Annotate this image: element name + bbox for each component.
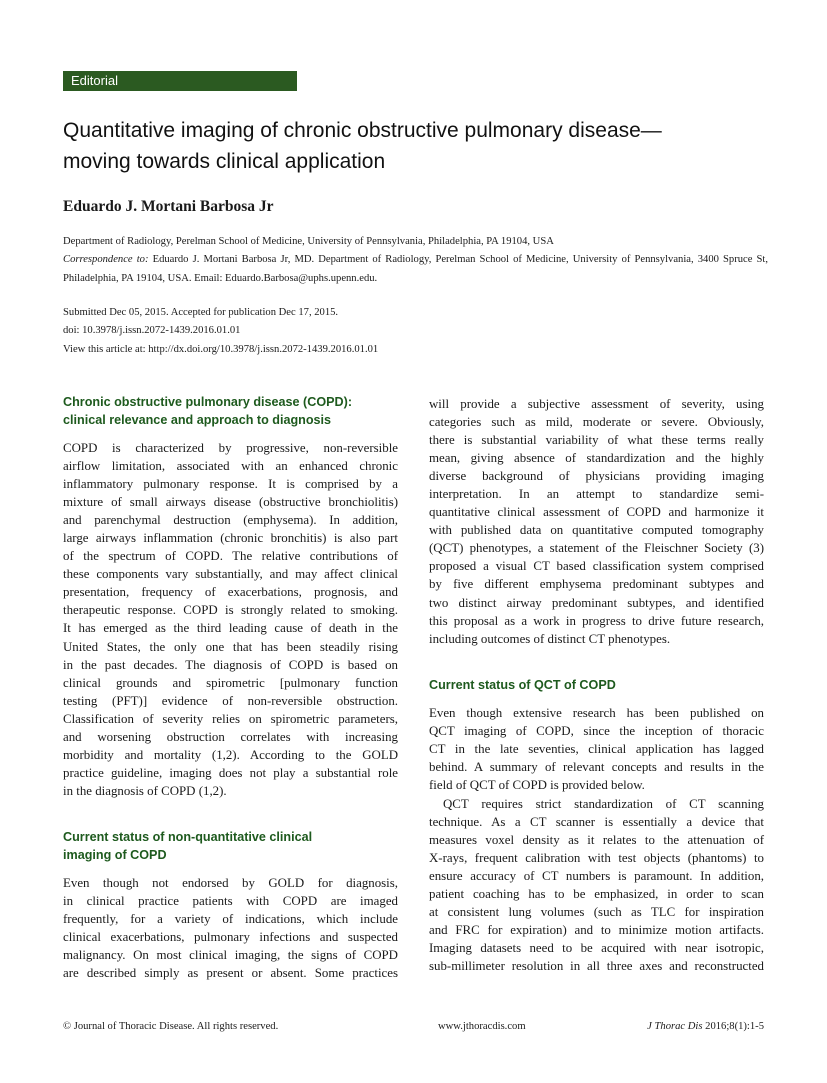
text-line: this proposal as a work in progress to drive future research, — [429, 613, 764, 628]
doi: doi: 10.3978/j.issn.2072-1439.2016.01.01 — [63, 325, 241, 337]
text-line: by five different emphysema predominant subtypes and — [429, 577, 764, 592]
text-line: technique. As a CT scanner is essentially a device that — [429, 814, 764, 829]
left-column — [63, 393, 398, 982]
text-line: are described simply as present or absent. Some practices — [63, 966, 398, 981]
author: Eduardo J. Mortani Barbosa Jr — [63, 198, 274, 215]
heading-line: Current status of QCT of COPD — [429, 677, 616, 692]
text-line: therapeutic response. COPD is strongly related to smoking. — [63, 603, 398, 618]
article-link[interactable]: View this article at: http://dx.doi.org/10.3978/j.issn.2072-1439.2016.01.01 — [63, 343, 379, 355]
correspondence-text: Eduardo J. Mortani Barbosa Jr, MD. Department of Radiology, Perelman School of Medicine, University of Pennsylvania, 3400 Spruce St, Philadelphia, PA 19104, USA. Email: Eduardo.Barbosa@uphs.upenn.edu. — [63, 254, 768, 284]
article-meta — [63, 304, 768, 359]
text-line: including outcomes of distinct CT phenotypes. — [429, 631, 671, 646]
section-heading — [63, 828, 398, 864]
text-line: X-rays, frequent calibration with test objects (phantoms) to — [429, 851, 764, 866]
text-line: quantitative clinical assessment of COPD and harmonize it — [429, 505, 764, 520]
heading-line: imaging of COPD — [63, 847, 167, 862]
text-line: inflammatory pulmonary response. It is comprised by a — [63, 477, 398, 492]
paragraph — [429, 395, 764, 648]
text-line: diverse background of physicians providing imaging — [429, 469, 764, 484]
footer-citation — [647, 1021, 764, 1032]
text-line: two distinct airway predominant subtypes, and identified — [429, 595, 764, 610]
title-line: Quantitative imaging of chronic obstructive pulmonary disease— — [63, 119, 662, 142]
paragraph — [429, 795, 764, 975]
text-line: categories such as mild, moderate or severe. Obviously, — [429, 415, 764, 430]
affiliation-block — [63, 233, 768, 288]
text-line: there is substantial variability of what these terms really — [429, 433, 764, 448]
text-line: patient coaching has to be emphasized, in order to scan — [429, 887, 764, 902]
text-line: presentation, frequency of exacerbations, prognosis, and — [63, 585, 398, 600]
text-line: sub-millimeter resolution in all three axes and reconstructed — [429, 959, 764, 974]
text-line: mixture of small airways disease (obstructive bronchiolitis) — [63, 495, 398, 510]
text-line: large airways inflammation (chronic bronchitis) is also part — [63, 531, 398, 546]
text-line: and worsening obstruction correlates with increasing — [63, 729, 398, 744]
text-line: behind. A summary of relevant concepts and results in the — [429, 759, 764, 774]
submission-dates: Submitted Dec 05, 2015. Accepted for publication Dec 17, 2015. — [63, 307, 339, 318]
text-line: in the diagnosis of COPD (1,2). — [63, 783, 227, 798]
text-line: interpretation. In an attempt to standardize semi- — [429, 487, 764, 502]
text-line: with published data on quantitative computed tomography — [429, 523, 764, 538]
paragraph — [63, 439, 398, 800]
text-line: field of QCT of COPD is provided below. — [429, 777, 645, 792]
text-line: CT in the late seventies, clinical application has lagged — [429, 741, 764, 756]
text-line: at consistent lung volumes (such as TLC for inspiration — [429, 905, 764, 920]
text-line: ensure accuracy of CT numbers is paramount. In addition, — [429, 869, 764, 884]
correspondence-label: Correspondence to: — [63, 254, 149, 266]
text-line: measures voxel density as it relates to the attenuation of — [429, 832, 764, 847]
affiliation: Department of Radiology, Perelman School of Medicine, University of Pennsylvania, Philadelphia, PA 19104, USA — [63, 236, 554, 247]
text-line: of the spectrum of COPD. The relative contributions of — [63, 549, 398, 564]
right-column — [429, 395, 764, 975]
correspondence — [63, 251, 768, 288]
footer-website[interactable]: www.jthoracdis.com — [438, 1021, 526, 1032]
text-line: It has emerged as the third leading cause of death in the — [63, 621, 398, 636]
text-line: will provide a subjective assessment of severity, using — [429, 397, 764, 411]
section-label: Editorial — [63, 71, 297, 91]
text-line: QCT imaging of COPD, since the inception of thoracic — [429, 723, 764, 738]
text-line: QCT requires strict standardization of CT scanning — [443, 796, 764, 811]
text-line: Even though not endorsed by GOLD for diagnosis, — [63, 875, 398, 890]
text-line: these components vary substantially, and may affect clinical — [63, 567, 398, 582]
text-line: (QCT) phenotypes, a statement of the Fleischner Society (3) — [429, 541, 764, 556]
text-line: Imaging datasets need to be acquired with near isotropic, — [429, 941, 764, 956]
text-line: proposed a visual CT based classification system comprised — [429, 559, 764, 574]
text-line: morbidity and mortality (1,2). According to the GOLD — [63, 747, 398, 762]
title-line: moving towards clinical application — [63, 150, 386, 173]
text-line: and parenchymal destruction (emphysema). In addition, — [63, 513, 398, 528]
text-line: testing (PFT)] evidence of non-reversible obstruction. — [63, 693, 398, 708]
footer-copyright: © Journal of Thoracic Disease. All rights reserved. — [63, 1021, 279, 1032]
text-line: COPD is characterized by progressive, non-reversible — [63, 441, 398, 455]
text-line: and FRC for expiration) and to minimize motion artifacts. — [429, 923, 764, 938]
text-line: malignancy. On most clinical imaging, the signs of COPD — [63, 948, 398, 963]
text-line: airflow limitation, associated with an enhanced chronic — [63, 459, 398, 474]
text-line: frequently, for a variety of indications, which include — [63, 912, 398, 927]
text-line: practice guideline, imaging does not play a substantial role — [63, 765, 398, 780]
heading-line: Current status of non-quantitative clinical — [63, 829, 313, 844]
section-heading — [429, 676, 764, 694]
text-line: Even though extensive research has been published on — [429, 705, 764, 720]
text-line: clinical exacerbations, pulmonary infections and suspected — [63, 930, 398, 945]
footer-cite: 2016;8(1):1-5 — [702, 1021, 764, 1032]
text-line: in the past decades. The diagnosis of COPD is based on — [63, 657, 398, 672]
text-line: Classification of severity relies on spirometric parameters, — [63, 711, 398, 726]
paragraph — [63, 874, 398, 982]
heading-line: clinical relevance and approach to diagnosis — [63, 413, 332, 427]
text-line: United States, the only one that has been steadily rising — [63, 639, 398, 654]
text-line: clinical grounds and spirometric [pulmonary function — [63, 675, 398, 690]
text-line: mean, giving absence of standardization and the highly — [429, 451, 764, 466]
article-title — [63, 115, 783, 177]
heading-line: Chronic obstructive pulmonary disease (COPD): — [63, 395, 353, 409]
footer-journal: J Thorac Dis — [647, 1021, 703, 1032]
section-heading — [63, 393, 398, 429]
text-line: in clinical practice patients with COPD are imaged — [63, 893, 398, 908]
paragraph — [429, 704, 764, 794]
